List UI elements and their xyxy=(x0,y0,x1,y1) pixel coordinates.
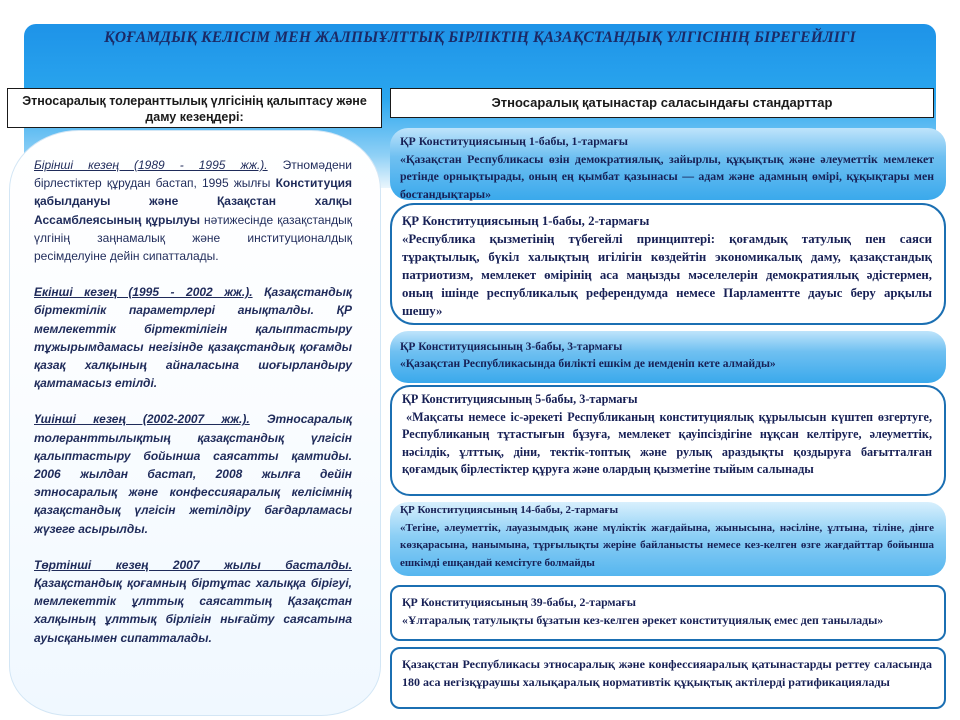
standard-4-text: «Мақсаты немесе іс-әрекеті Республиканың конституциялық құрылысын күштеп өзгертуге, Республиканың тұтастығын бұзуға, мемлекет қауіпсіздігіне нұқсан келтіруге, әлеуметтік, нәсілдік, ұлттық, діни, тектік-топтық және рулық араздықты қоздыруға бағытталған қоғамдық бірлестіктер құруға және олардың қызметіне тыйым салынады xyxy=(402,409,932,477)
stage-4 xyxy=(34,556,352,647)
standard-card-6 xyxy=(390,585,946,641)
standard-card-5 xyxy=(390,502,946,576)
standard-card-4 xyxy=(390,385,946,496)
stage-1-bold: Конституция қабылдануы және Қазақстан халқы Ассамблеясының құрылуы xyxy=(34,176,352,227)
standards-header: Этносаралық қатынастар саласындағы стандарттар xyxy=(390,88,934,118)
stage-2 xyxy=(34,283,352,392)
stage-4-title: Төртінші кезең 2007 жылы басталды. xyxy=(34,557,352,572)
stages-list xyxy=(34,156,352,665)
standard-1-text: «Қазақстан Республикасы өзін демократиялық, зайырлы, құқықтық және әлеуметтік мемлекет ретінде орнықтырады, оның ең қымбат қазынасы — адам және адамның өмірі, құқықтары мен бостандықтары» xyxy=(400,151,934,201)
standard-5-text: «Тегіне, әлеуметтік, лауазымдық және мүліктік жағдайына, жынысына, нәсіліне, ұлтына, тіліне, дінге көзқарасына, нанымына, тұрғылықты жеріне байланысты немесе кез-келген өзге жағдайттар бойынша ешкімді ешқандай кемсітуге болмайды xyxy=(400,521,934,569)
standard-2-text: «Республика қызметінің түбегейлі принциптері: қоғамдық татулық пен саяси тұрақтылық, бүкіл халықтың игілігін көздейтін экономикалық даму, қазақстандық патриотизм, мемлекет өмірінің аса маңызды мәселелерін демократиялық әдістермен, оның ішінде республикалық референдумда немесе Парламентте дауыс беру арқылы шешу» xyxy=(402,232,932,318)
standard-2-ref: ҚР Конституциясының 1-бабы, 2-тармағы xyxy=(402,214,650,228)
standard-3-ref: ҚР Конституциясының 3-бабы, 3-тармағы xyxy=(400,341,623,353)
stage-1-title: Бірінші кезең (1989 - 1995 жж.). xyxy=(34,158,268,172)
standard-6-ref: ҚР Конституциясының 39-бабы, 2-тармағы xyxy=(402,595,636,609)
stage-3-text: Этносаралық толеранттылықтың қазақстандық үлгісін қалыптастыру бойынша саясатты қамтиды. 2006 жылдан бастап, 2008 жылға дейін этносаралық және конфессияаралық келісімнің қазақстандық үлгісін жетілдіру бағдарламасы жүзеге асырылды. xyxy=(34,412,353,536)
standard-card-2 xyxy=(390,203,946,325)
standard-4-ref: ҚР Конституциясының 5-бабы, 3-тармағы xyxy=(402,392,638,406)
stages-header: Этносаралық толеранттылық үлгісінің қалыптасу және даму кезеңдері: xyxy=(7,88,382,128)
page-title: ҚОҒАМДЫҚ КЕЛІСІМ МЕН ЖАЛПЫҰЛТТЫҚ БІРЛІКТІҢ ҚАЗАҚСТАНДЫҚ ҮЛГІСІНІҢ БІРЕГЕЙЛІГІ xyxy=(104,29,856,46)
standard-card-7 xyxy=(390,647,946,709)
stage-1-text-b: нәтижесінде қазақстандық үлгінің заңнамалық және институционалдық ресімделуіне дейін сипатталады. xyxy=(34,212,352,264)
standard-5-ref: ҚР Конституциясының 14-бабы, 2-тармағы xyxy=(400,504,619,516)
standard-7-text: Қазақстан Республикасы этносаралық және конфессияаралық қатынастарды реттеу саласында 180 аса негізқұраушы халықаралық нормативтік құқықтық актілерді ратификациялады xyxy=(402,657,932,689)
stage-3-title: Үшінші кезең (2002-2007 жж.). xyxy=(34,412,250,427)
stage-2-text: Қазақстандық біртектілік параметрлері анықталды. ҚР мемлекеттік біртектілігін қалыптастыру тұжырымдамасы негізінде қазақстандық қоғамды қазақ халқының айналасына шоғырландыру қамтамасыз етілді. xyxy=(34,285,353,391)
stage-3 xyxy=(34,410,352,537)
stage-1-text-a: Этномәдени бірлестіктер құрудан бастап, 1995 жылғы xyxy=(34,158,353,191)
stage-1 xyxy=(34,156,352,265)
standard-3-text: «Қазақстан Республикасында билікті ешкім де иемденіп кете алмайды» xyxy=(400,358,776,370)
standard-card-3 xyxy=(390,331,946,383)
stage-4-text: Қазақстандық қоғамның біртұтас халыққа бірігуі, мемлекеттік ұлттық саясаттың Қазақстан халқының ұлттық бірлігін нығайту саясатына ауысқанымен сипатталады. xyxy=(34,576,352,645)
stage-2-title: Екінші кезең (1995 - 2002 жж.). xyxy=(34,285,253,300)
standard-1-ref: ҚР Конституциясының 1-бабы, 1-тармағы xyxy=(400,134,629,148)
standard-6-text: «Ұлтаралық татулықты бұзатын кез-келген әрекет конституциялық емес деп танылады» xyxy=(402,612,884,627)
standard-card-1 xyxy=(390,128,946,200)
